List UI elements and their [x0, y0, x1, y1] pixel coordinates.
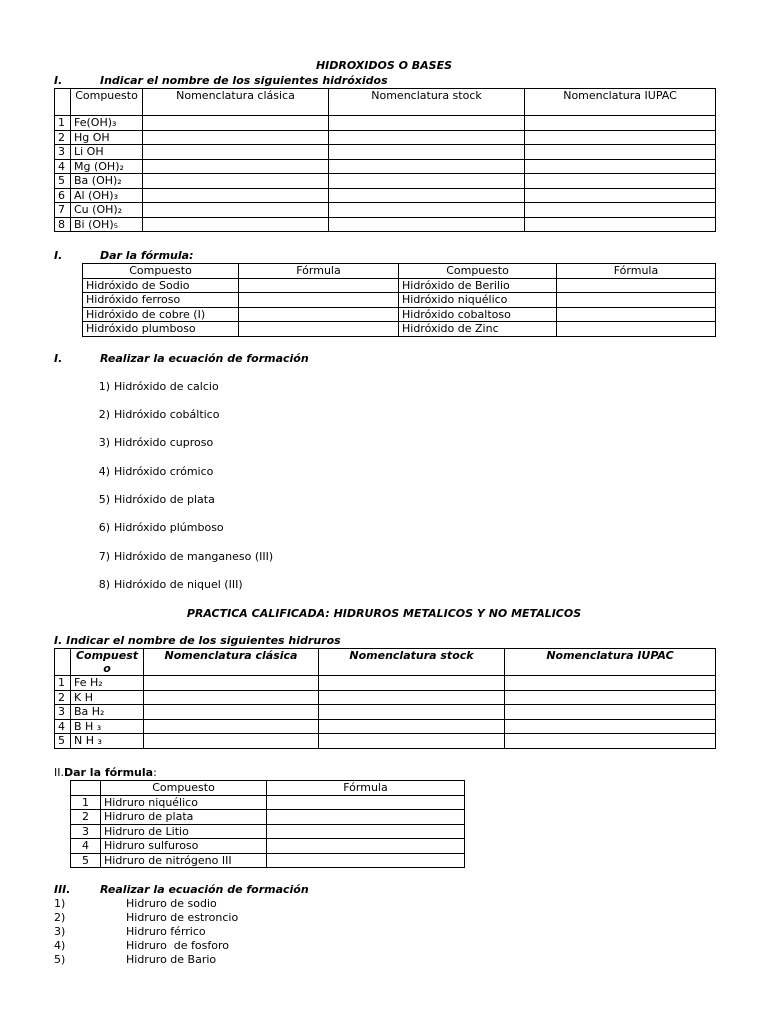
- answer-cell[interactable]: [267, 853, 465, 868]
- row-index: 2: [55, 690, 71, 705]
- header-cell-stock: Nomenclatura stock: [319, 649, 505, 676]
- header-cell-formula: Fórmula: [557, 264, 716, 279]
- table-row: [83, 293, 716, 308]
- item-number: 8): [98, 578, 110, 591]
- answer-cell[interactable]: [143, 116, 329, 131]
- item-text: Hidróxido plúmboso: [114, 521, 224, 534]
- compound-cell: Hidróxido de Zinc: [399, 322, 557, 337]
- table-row: [55, 145, 716, 160]
- compound-cell: Hidruro de Litio: [101, 824, 267, 839]
- section-text: I. Indicar el nombre de los siguientes hidruros: [54, 634, 341, 647]
- table-row: [71, 839, 465, 854]
- item-text: Hidruro férrico: [126, 925, 206, 938]
- item-text: Hidruro de sodio: [126, 897, 217, 910]
- item-text: Hidróxido de plata: [114, 493, 215, 506]
- compound-cell: Hidróxido de Sodio: [83, 278, 239, 293]
- table-row: [55, 116, 716, 131]
- header-cell-iupac: Nomenclatura IUPAC: [505, 649, 716, 676]
- item-number: 1): [98, 380, 110, 393]
- answer-cell[interactable]: [319, 719, 505, 734]
- item-number: 3): [98, 436, 110, 449]
- compound-cell: Hidruro de plata: [101, 810, 267, 825]
- list-item: [54, 897, 217, 910]
- compound-cell: Ba H₂: [71, 705, 144, 720]
- answer-cell[interactable]: [505, 676, 716, 691]
- row-index: 3: [55, 705, 71, 720]
- header-cell-formula: Fórmula: [239, 264, 399, 279]
- list-item: [86, 578, 243, 591]
- row-index: 8: [55, 217, 71, 232]
- table-row: [71, 810, 465, 825]
- answer-cell[interactable]: [329, 188, 525, 203]
- compound-cell: N H ₃: [71, 734, 144, 749]
- answer-cell[interactable]: [525, 159, 716, 174]
- table-header-row: [71, 781, 465, 796]
- answer-cell[interactable]: [143, 203, 329, 218]
- row-index: 4: [71, 839, 101, 854]
- table-row: [55, 159, 716, 174]
- item-text: Hidróxido cobáltico: [114, 408, 220, 421]
- compound-cell: Hidruro sulfuroso: [101, 839, 267, 854]
- list-item: [86, 436, 213, 449]
- hydride-names-table: [54, 648, 716, 749]
- row-index: 7: [55, 203, 71, 218]
- section-3-heading: [54, 352, 309, 365]
- compound-cell: Hidróxido de cobre (I): [83, 307, 239, 322]
- answer-cell[interactable]: [239, 307, 399, 322]
- table-row: [71, 853, 465, 868]
- compound-cell: K H: [71, 690, 144, 705]
- header-cell-classic: Nomenclatura clásica: [143, 89, 329, 116]
- compound-cell: Cu (OH)₂: [71, 203, 143, 218]
- section-2-heading: [54, 249, 193, 262]
- item-text: Hidróxido crómico: [114, 465, 214, 478]
- header-cell-compound: Compuesto: [71, 649, 144, 676]
- row-index: 2: [71, 810, 101, 825]
- item-text: Hidruro de fosforo: [126, 939, 230, 952]
- item-text: Hidruro de Bario: [126, 953, 217, 966]
- section-text: Dar la fórmula: [64, 766, 154, 779]
- answer-cell[interactable]: [329, 145, 525, 160]
- answer-cell[interactable]: [329, 116, 525, 131]
- compound-cell: Hidróxido niquélico: [399, 293, 557, 308]
- answer-cell[interactable]: [267, 824, 465, 839]
- compound-cell: Hg OH: [71, 130, 143, 145]
- item-text: Hidróxido de niquel (III): [114, 578, 243, 591]
- section-text: Indicar el nombre de los siguientes hidróxidos: [100, 74, 388, 87]
- table-row: [71, 795, 465, 810]
- table-row: [55, 130, 716, 145]
- answer-cell[interactable]: [505, 734, 716, 749]
- table-row: [55, 217, 716, 232]
- answer-cell[interactable]: [505, 690, 716, 705]
- row-index: 1: [55, 116, 71, 131]
- answer-cell[interactable]: [505, 719, 716, 734]
- table-row: [83, 322, 716, 337]
- answer-cell[interactable]: [143, 159, 329, 174]
- item-number: 3): [54, 925, 66, 938]
- table-row: [55, 690, 716, 705]
- item-number: 5): [54, 953, 66, 966]
- header-cell-index: [71, 781, 101, 796]
- answer-cell[interactable]: [329, 159, 525, 174]
- section-number: I.: [54, 249, 63, 262]
- answer-cell[interactable]: [557, 322, 716, 337]
- list-item: [86, 550, 273, 563]
- table-header-row: [83, 264, 716, 279]
- answer-cell[interactable]: [143, 217, 329, 232]
- answer-cell[interactable]: [143, 188, 329, 203]
- table-row: [83, 307, 716, 322]
- section-number: III.: [54, 883, 71, 896]
- answer-cell[interactable]: [144, 719, 319, 734]
- compound-cell: Hidruro niquélico: [101, 795, 267, 810]
- list-item: [86, 493, 215, 506]
- answer-cell[interactable]: [267, 839, 465, 854]
- row-index: 5: [55, 174, 71, 189]
- table-header-row: [55, 89, 716, 116]
- hydroxide-formula-table: [82, 263, 716, 337]
- answer-cell[interactable]: [143, 174, 329, 189]
- table-row: [55, 705, 716, 720]
- item-number: 6): [98, 521, 110, 534]
- answer-cell[interactable]: [505, 705, 716, 720]
- compound-cell: Li OH: [71, 145, 143, 160]
- answer-cell[interactable]: [267, 810, 465, 825]
- table-row: [55, 188, 716, 203]
- answer-cell[interactable]: [525, 116, 716, 131]
- answer-cell[interactable]: [525, 174, 716, 189]
- list-item: [86, 465, 213, 478]
- row-index: 4: [55, 719, 71, 734]
- table-row: [55, 734, 716, 749]
- answer-cell[interactable]: [239, 293, 399, 308]
- header-cell-compound: Compuesto: [83, 264, 239, 279]
- answer-cell[interactable]: [557, 293, 716, 308]
- list-item: [86, 380, 219, 393]
- answer-cell[interactable]: [557, 278, 716, 293]
- list-item: [54, 939, 229, 952]
- item-number: 5): [98, 493, 110, 506]
- compound-cell: Hidróxido cobaltoso: [399, 307, 557, 322]
- compound-cell: Mg (OH)₂: [71, 159, 143, 174]
- list-item: [86, 408, 219, 421]
- answer-cell[interactable]: [144, 690, 319, 705]
- list-item: [54, 925, 206, 938]
- compound-cell: Fe H₂: [71, 676, 144, 691]
- row-index: 1: [71, 795, 101, 810]
- page-title: HIDROXIDOS O BASES: [315, 59, 453, 72]
- answer-cell[interactable]: [239, 322, 399, 337]
- answer-cell[interactable]: [319, 676, 505, 691]
- list-item: [86, 521, 224, 534]
- hydroxide-names-table: [54, 88, 716, 232]
- item-text: Hidróxido de manganeso (III): [114, 550, 274, 563]
- answer-cell[interactable]: [525, 145, 716, 160]
- compound-cell: Hidruro de nitrógeno III: [101, 853, 267, 868]
- table-row: [55, 676, 716, 691]
- section-4-heading: [54, 634, 341, 647]
- header-cell-compound: Compuesto: [101, 781, 267, 796]
- section-text: Realizar la ecuación de formación: [100, 883, 309, 896]
- row-index: 3: [55, 145, 71, 160]
- compound-cell: Bi (OH)₅: [71, 217, 143, 232]
- answer-cell[interactable]: [329, 217, 525, 232]
- header-cell-classic: Nomenclatura clásica: [144, 649, 319, 676]
- answer-cell[interactable]: [329, 130, 525, 145]
- header-cell-compound: Compuesto: [399, 264, 557, 279]
- table-header-row: [55, 649, 716, 676]
- row-index: 1: [55, 676, 71, 691]
- header-cell-formula: Fórmula: [267, 781, 465, 796]
- item-text: Hidróxido cuproso: [114, 436, 214, 449]
- section-5-heading: [54, 766, 157, 779]
- section-number: II.: [54, 766, 64, 779]
- row-index: 4: [55, 159, 71, 174]
- row-index: 2: [55, 130, 71, 145]
- answer-cell[interactable]: [267, 795, 465, 810]
- section-text: Dar la fórmula:: [100, 249, 194, 262]
- answer-cell[interactable]: [143, 130, 329, 145]
- header-cell-compound: Compuesto: [71, 89, 143, 116]
- answer-cell[interactable]: [329, 174, 525, 189]
- answer-cell[interactable]: [144, 705, 319, 720]
- answer-cell[interactable]: [525, 203, 716, 218]
- header-cell-iupac: Nomenclatura IUPAC: [525, 89, 716, 116]
- header-cell-index: [55, 89, 71, 116]
- compound-cell: Al (OH)₃: [71, 188, 143, 203]
- compound-cell: Fe(OH)₃: [71, 116, 143, 131]
- answer-cell[interactable]: [144, 734, 319, 749]
- answer-cell[interactable]: [319, 690, 505, 705]
- section-title: PRACTICA CALIFICADA: HIDRUROS METALICOS Y NO METALICOS: [186, 607, 582, 620]
- item-number: 4): [98, 465, 110, 478]
- item-text: Hidruro de estroncio: [126, 911, 239, 924]
- item-number: 2): [98, 408, 110, 421]
- answer-cell[interactable]: [329, 203, 525, 218]
- compound-cell: Hidróxido ferroso: [83, 293, 239, 308]
- header-cell-stock: Nomenclatura stock: [329, 89, 525, 116]
- row-index: 3: [71, 824, 101, 839]
- compound-cell: Hidróxido de Berilio: [399, 278, 557, 293]
- table-row: [55, 174, 716, 189]
- answer-cell[interactable]: [525, 188, 716, 203]
- compound-cell: Hidróxido plumboso: [83, 322, 239, 337]
- section-text: Realizar la ecuación de formación: [100, 352, 309, 365]
- item-number: 1): [54, 897, 66, 910]
- item-number: 7): [98, 550, 110, 563]
- compound-cell: Ba (OH)₂: [71, 174, 143, 189]
- list-item: [54, 911, 238, 924]
- section-number: I.: [54, 74, 63, 87]
- table-row: [55, 719, 716, 734]
- row-index: 6: [55, 188, 71, 203]
- hydride-formula-table: [70, 780, 465, 868]
- table-row: [55, 203, 716, 218]
- section-number: I.: [54, 352, 63, 365]
- answer-cell[interactable]: [144, 676, 319, 691]
- answer-cell[interactable]: [525, 217, 716, 232]
- section-6-heading: [54, 883, 309, 896]
- answer-cell[interactable]: [557, 307, 716, 322]
- section-1-heading: [54, 74, 388, 87]
- section-colon: :: [153, 766, 157, 779]
- item-number: 2): [54, 911, 66, 924]
- answer-cell[interactable]: [239, 278, 399, 293]
- row-index: 5: [71, 853, 101, 868]
- table-row: [83, 278, 716, 293]
- answer-cell[interactable]: [143, 145, 329, 160]
- answer-cell[interactable]: [525, 130, 716, 145]
- header-cell-index: [55, 649, 71, 676]
- item-text: Hidróxido de calcio: [114, 380, 219, 393]
- answer-cell[interactable]: [319, 734, 505, 749]
- answer-cell[interactable]: [319, 705, 505, 720]
- table-row: [71, 824, 465, 839]
- row-index: 5: [55, 734, 71, 749]
- compound-cell: B H ₃: [71, 719, 144, 734]
- list-item: [54, 953, 216, 966]
- item-number: 4): [54, 939, 66, 952]
